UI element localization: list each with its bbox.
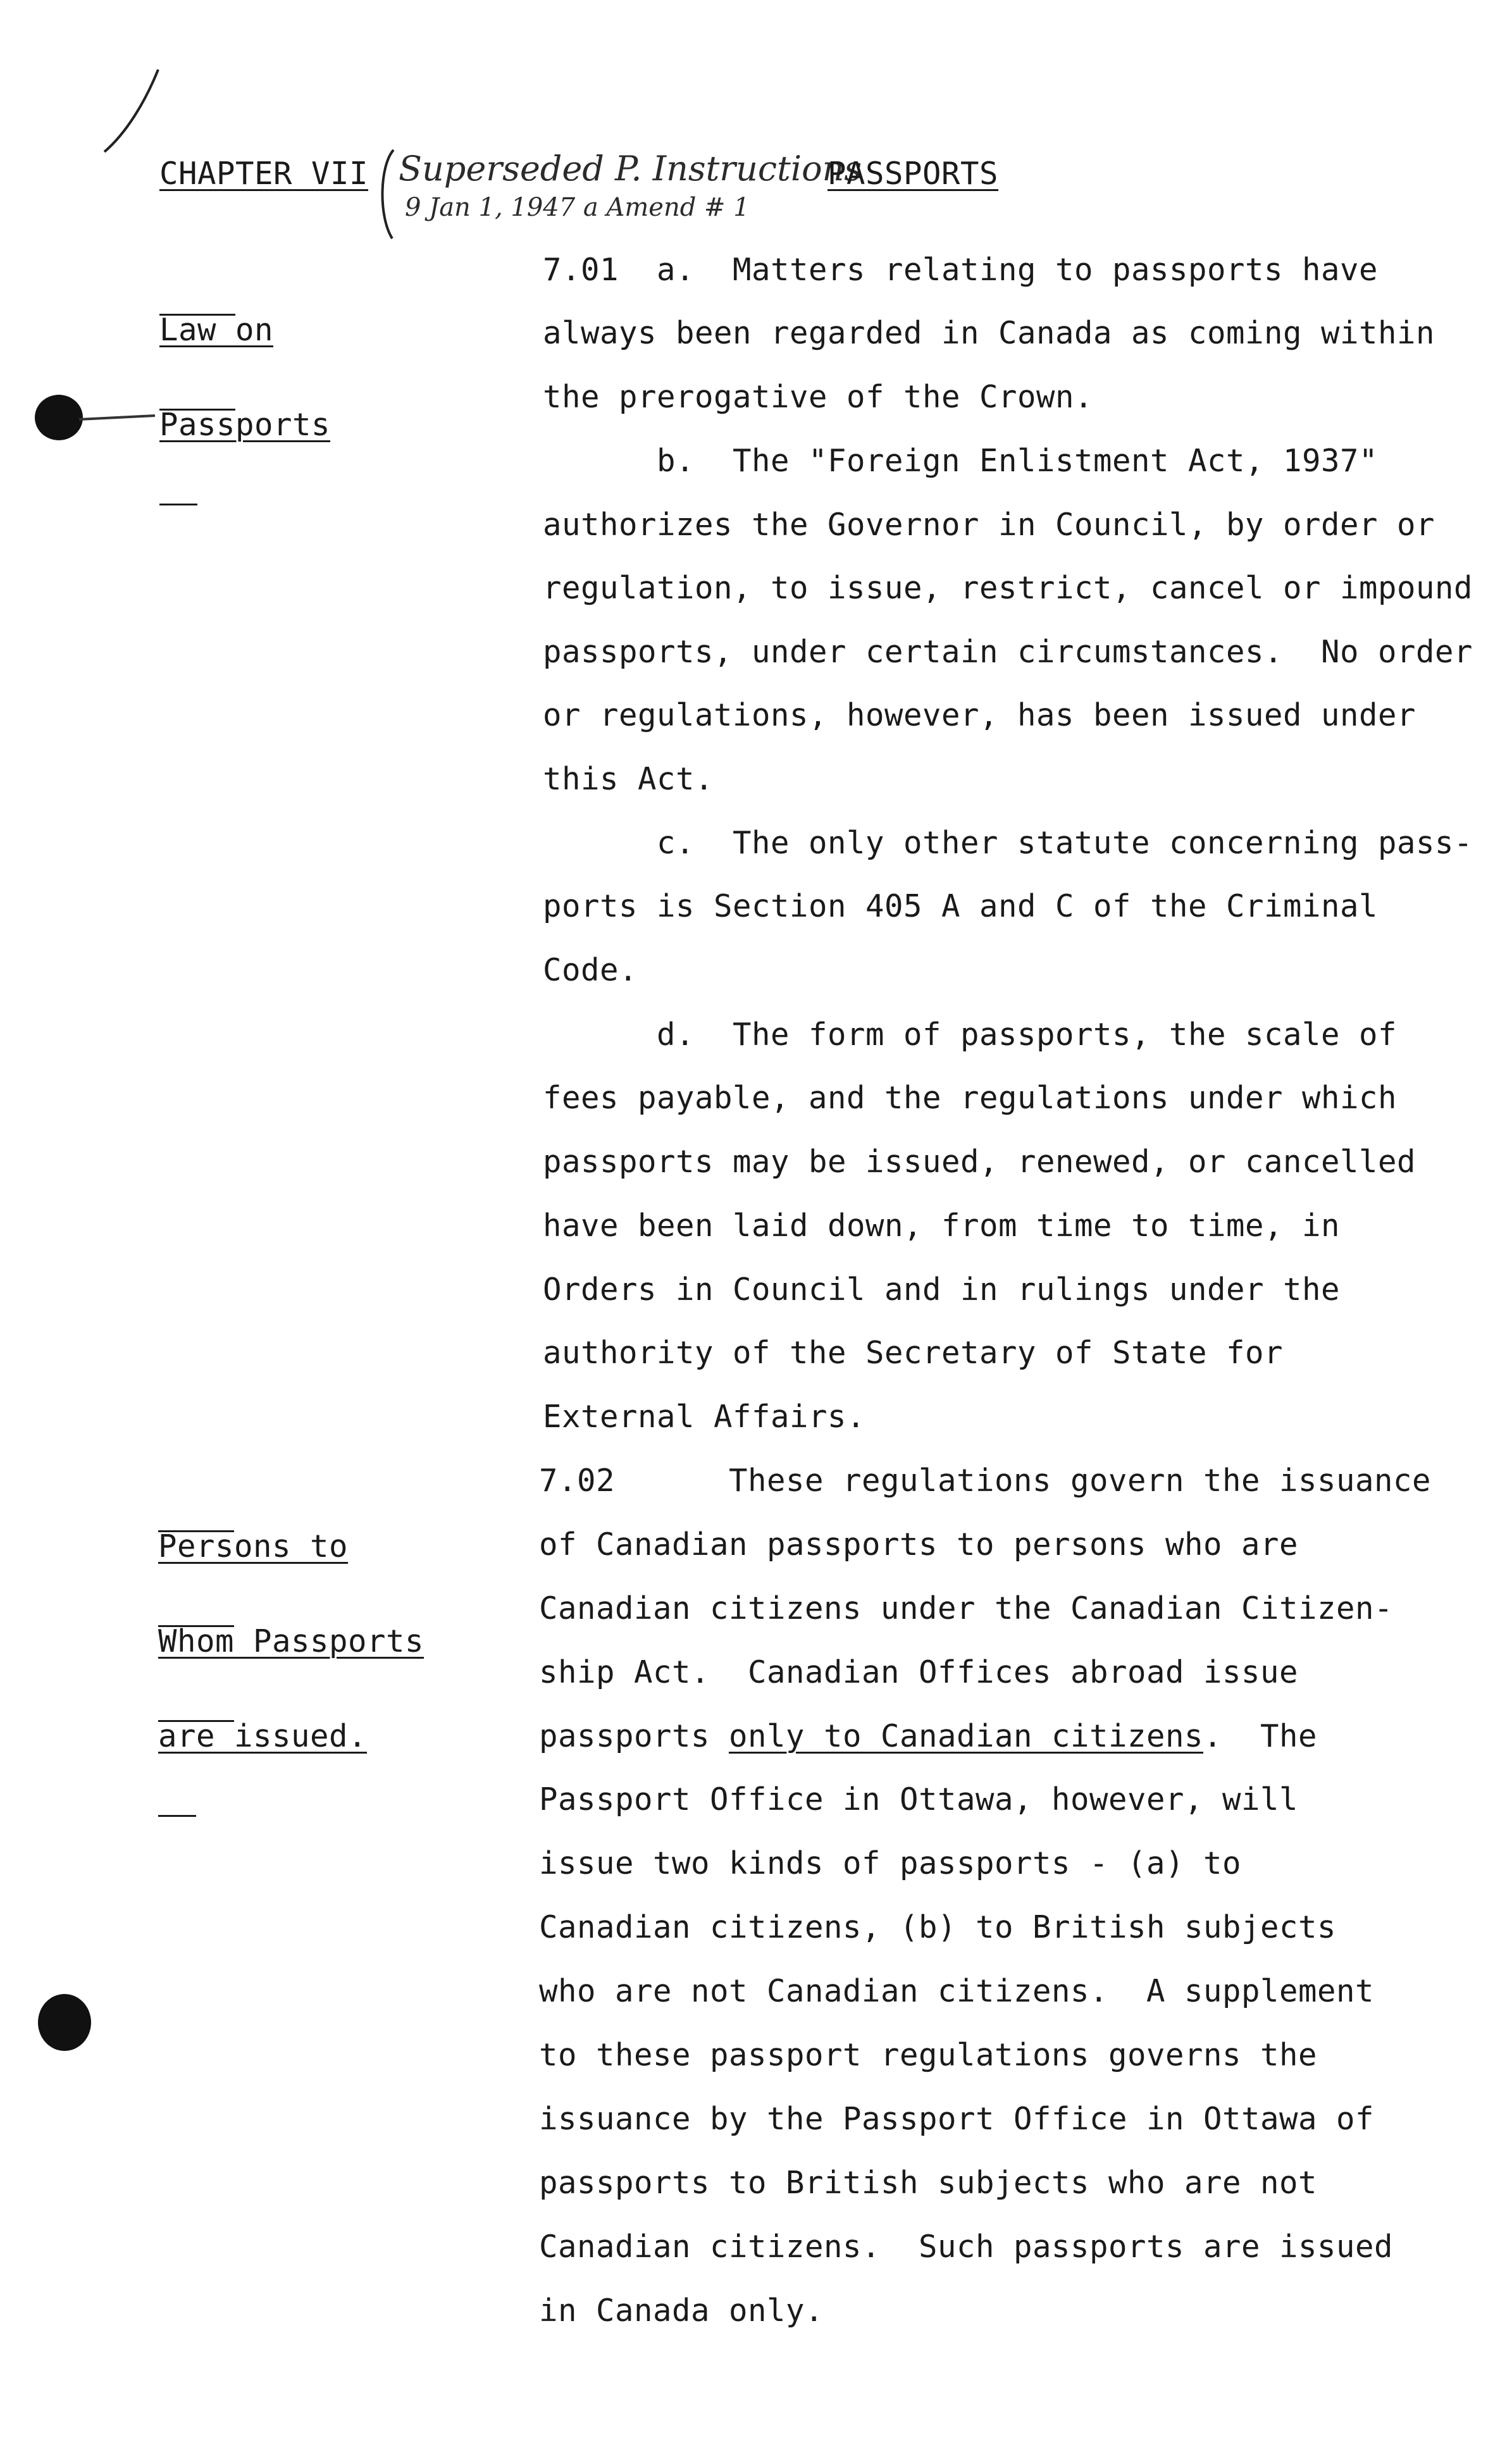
text-line: to these passport regulations governs the (539, 2037, 1318, 2073)
corner-slash-mark (95, 63, 171, 158)
punch-hole-top (28, 389, 161, 446)
text-line: authority of the Secretary of State for (543, 1335, 1284, 1371)
margin-note-law-on-passports: Law on Passports (159, 312, 331, 443)
text-line-with-underline: passports only to Canadian citizens. The (539, 1718, 1318, 1754)
text-line: have been laid down, from time to time, in (543, 1208, 1341, 1244)
text-line: issue two kinds of passports - (a) to (539, 1845, 1242, 1881)
text-line: b. The "Foreign Enlistment Act, 1937" (657, 443, 1379, 479)
text-line: External Affairs. (543, 1399, 866, 1435)
text-line: Code. (543, 952, 638, 988)
chapter-heading: CHAPTER VII (159, 156, 369, 192)
text-line: Canadian citizens under the Canadian Citizen- (539, 1590, 1394, 1626)
punch-hole-bottom (32, 1990, 101, 2059)
text-line: always been regarded in Canada as coming within (543, 315, 1435, 351)
text-line: this Act. (543, 761, 714, 797)
text-line: c. The only other statute concerning pass- (657, 825, 1473, 861)
text-line: passports, under certain circumstances. No order (543, 634, 1473, 670)
text-line: ship Act. Canadian Offices abroad issue (539, 1654, 1299, 1690)
handwritten-annotation-line1: Superseded P. Instructions (399, 149, 862, 189)
text-line: passports to British subjects who are not (539, 2165, 1318, 2201)
text-line: fees payable, and the regulations under which (543, 1080, 1397, 1116)
text-line: 7.02 These regulations govern the issuance (539, 1463, 1432, 1499)
text-line: of Canadian passports to persons who are (539, 1526, 1299, 1563)
text-line: Canadian citizens. Such passports are issued (539, 2229, 1394, 2265)
text-line: issuance by the Passport Office in Ottawa of (539, 2101, 1375, 2137)
margin-note-persons-issued: Persons to Whom Passports are issued. (158, 1528, 424, 1754)
text-line: 7.01 a. Matters relating to passports have (543, 252, 1379, 288)
text-line: d. The form of passports, the scale of (657, 1017, 1397, 1053)
text-line: or regulations, however, has been issued under (543, 697, 1416, 733)
page-title: PASSPORTS (827, 156, 999, 192)
text-line: Orders in Council and in rulings under the (543, 1272, 1341, 1308)
handwritten-bracket (373, 147, 399, 242)
handwritten-annotation-line2: 9 Jan 1, 1947 a Amend # 1 (405, 193, 750, 222)
text-line: Passport Office in Ottawa, however, will (539, 1781, 1299, 1817)
underlined-phrase: only to Canadian citizens (729, 1718, 1204, 1754)
text-line: the prerogative of the Crown. (543, 379, 1094, 415)
text-line: regulation, to issue, restrict, cancel or impound (543, 570, 1473, 606)
text-line: ports is Section 405 A and C of the Criminal (543, 888, 1379, 924)
text-line: in Canada only. (539, 2293, 824, 2329)
text-line: passports may be issued, renewed, or cancelled (543, 1144, 1416, 1180)
text-line: who are not Canadian citizens. A supplement (539, 1973, 1375, 2009)
text-line: Canadian citizens, (b) to British subjects (539, 1909, 1337, 1945)
text-line: authorizes the Governor in Council, by order or (543, 507, 1435, 543)
